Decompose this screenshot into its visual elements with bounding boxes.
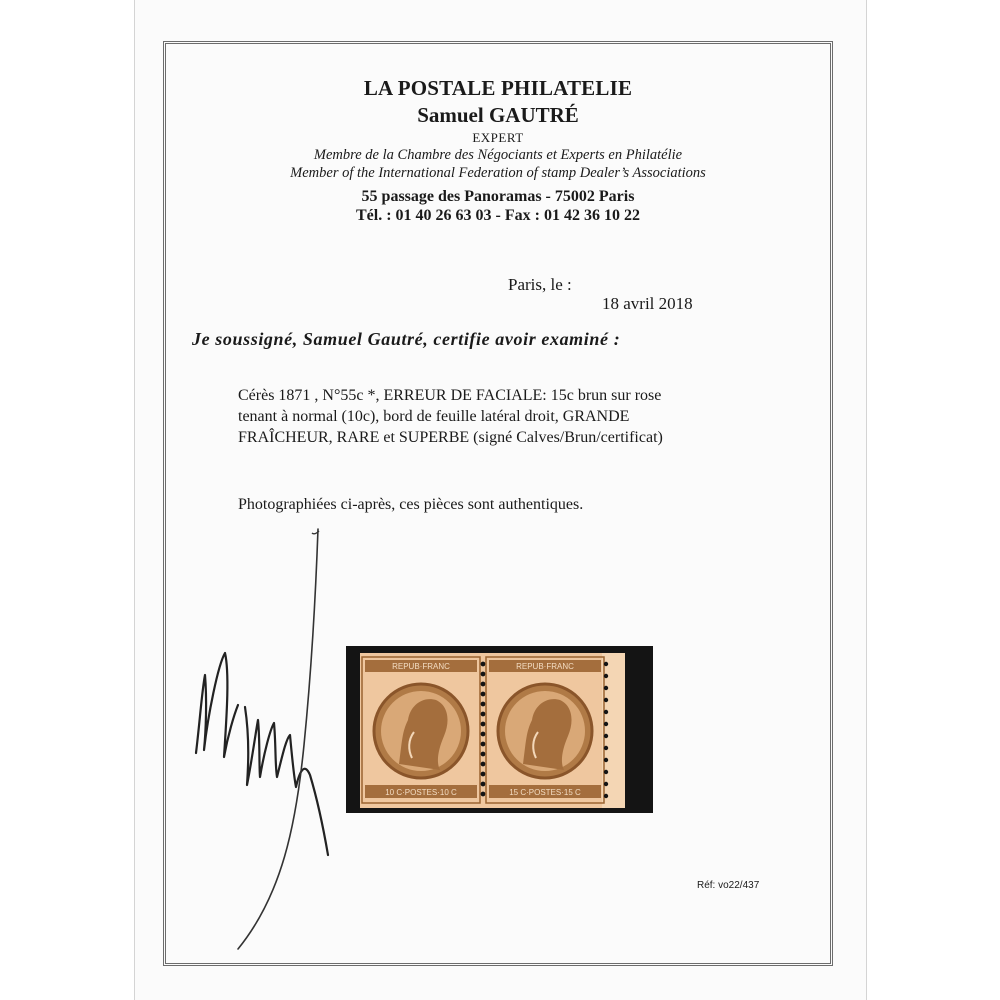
address: 55 passage des Panoramas - 75002 Paris: [361, 188, 635, 205]
certificate-date: 18 avril 2018: [602, 294, 693, 313]
membership-fr: Membre de la Chambre des Négociants et Experts en Philatélie: [313, 147, 683, 163]
stamp-value-label: 10 C·POSTES·10 C: [385, 788, 457, 797]
reference-number: Réf: vo22/437: [697, 880, 760, 891]
description-line: Cérès 1871 , N°55c *, ERREUR DE FACIALE: 15c brun sur rose: [238, 387, 662, 404]
stamp-top-label: REPUB·FRANC: [392, 662, 450, 671]
place-label: Paris, le :: [508, 275, 572, 294]
stamp-value-label: 15 C·POSTES·15 C: [509, 788, 581, 797]
stamp-pair-image: [346, 646, 653, 813]
description-line: FRAÎCHEUR, RARE et SUPERBE (signé Calves/Brun/certificat): [238, 429, 663, 446]
expert-title: EXPERT: [472, 130, 524, 145]
company-name: LA POSTALE PHILATELIE: [363, 76, 633, 100]
stamp-top-label: REPUB·FRANC: [516, 662, 574, 671]
handwritten-signature: [190, 525, 335, 955]
description-line: tenant à normal (10c), bord de feuille latéral droit, GRANDE: [238, 408, 630, 425]
stamp-description: [238, 385, 798, 448]
certification-statement: Je soussigné, Samuel Gautré, certifie avoir examiné :: [192, 329, 621, 349]
membership-en: Member of the International Federation of stamp Dealer’s Associations: [290, 165, 706, 181]
phone-fax: Tél. : 01 40 26 63 03 - Fax : 01 42 36 10 22: [356, 207, 640, 224]
expert-name: Samuel GAUTRÉ: [417, 103, 579, 127]
authenticity-statement: Photographiées ci-après, ces pièces sont authentiques.: [238, 496, 584, 513]
